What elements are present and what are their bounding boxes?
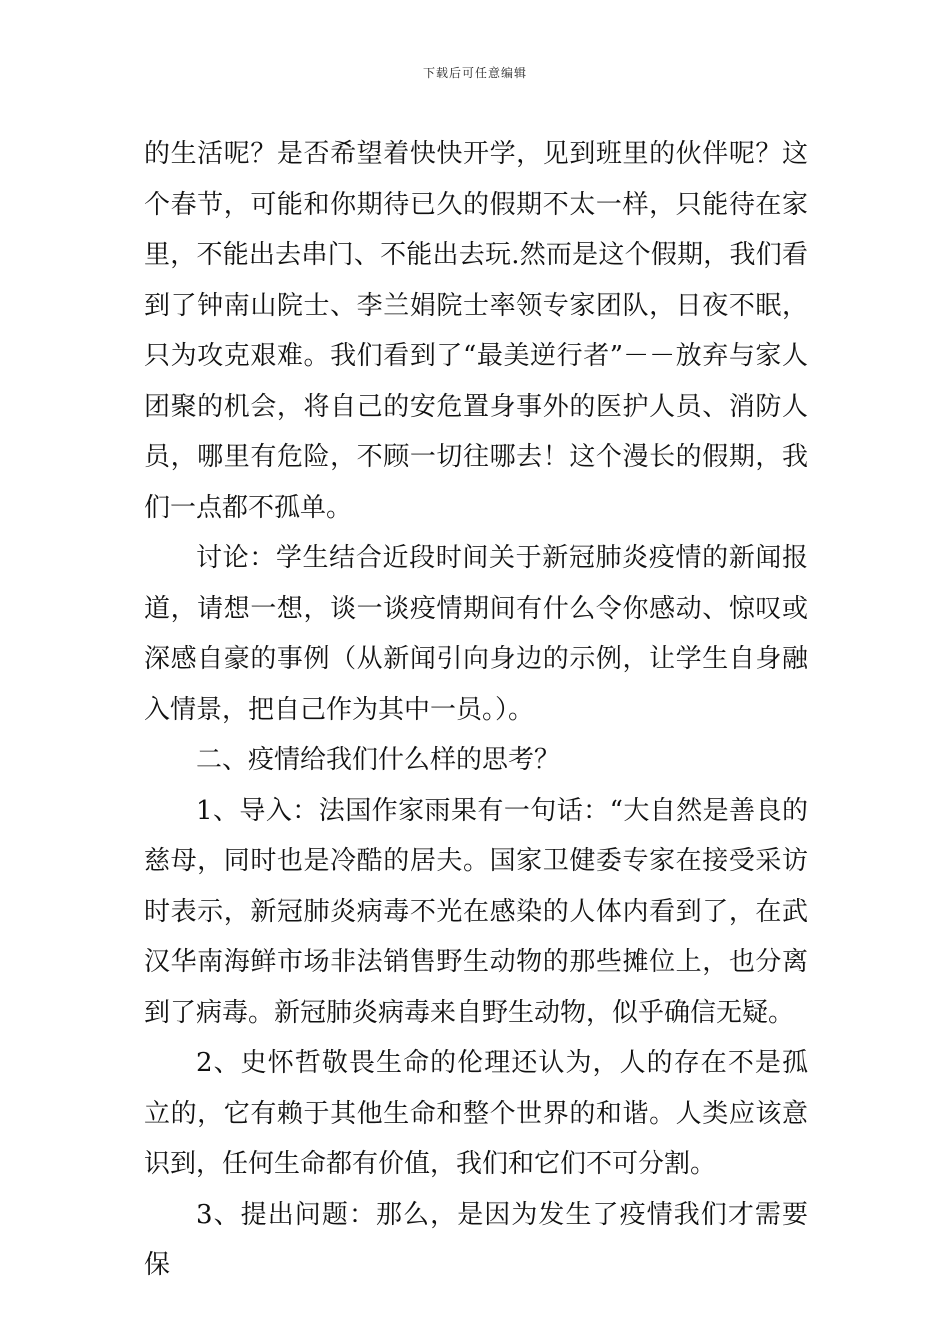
paragraph-continuation: 的生活呢？是否希望着快快开学，见到班里的伙伴呢？这个春节，可能和你期待已久的假期不太一样，只能待在家里，不能出去串门、不能出去玩.然而是这个假期，我们看到了钟南山院士、李兰娟院士率领专家团队，日夜不眠，只为攻克艰难。我们看到了“最美逆行者”－－放弃与家人团聚的机会，将自己的安危置身事外的医护人员、消防人员，哪里有危险，不顾一切往哪去！这个漫长的假期，我们一点都不孤单。	[144, 139, 808, 523]
section-heading: 二、疫情给我们什么样的思考？	[196, 745, 561, 775]
paragraph-item-3: 3、提出问题：那么，是因为发生了疫情我们才需要保	[144, 1199, 808, 1280]
paragraph-item-2: 2、史怀哲敬畏生命的伦理还认为，人的存在不是孤立的，它有赖于其他生命和整个世界的和谐。人类应该意识到，任何生命都有价值，我们和它们不可分割。	[144, 1048, 808, 1179]
paragraph-discussion: 讨论：学生结合近段时间关于新冠肺炎疫情的新闻报道，请想一想，谈一谈疫情期间有什么令你感动、惊叹或深感自豪的事例（从新闻引向身边的示例，让学生自身融入情景，把自己作为其中一员。）。	[144, 543, 808, 725]
document-body	[144, 129, 808, 1291]
paragraph-item-1: 1、导入：法国作家雨果有一句话：“大自然是善良的慈母，同时也是冷酷的居夫。国家卫健委专家在接受采访时表示，新冠肺炎病毒不光在感染的人体内看到了，在武汉华南海鲜市场非法销售野生动物的那些摊位上，也分离到了病毒。新冠肺炎病毒来自野生动物，似乎确信无疑。	[144, 795, 808, 1028]
page-header: 下载后可任意编辑	[422, 66, 527, 80]
